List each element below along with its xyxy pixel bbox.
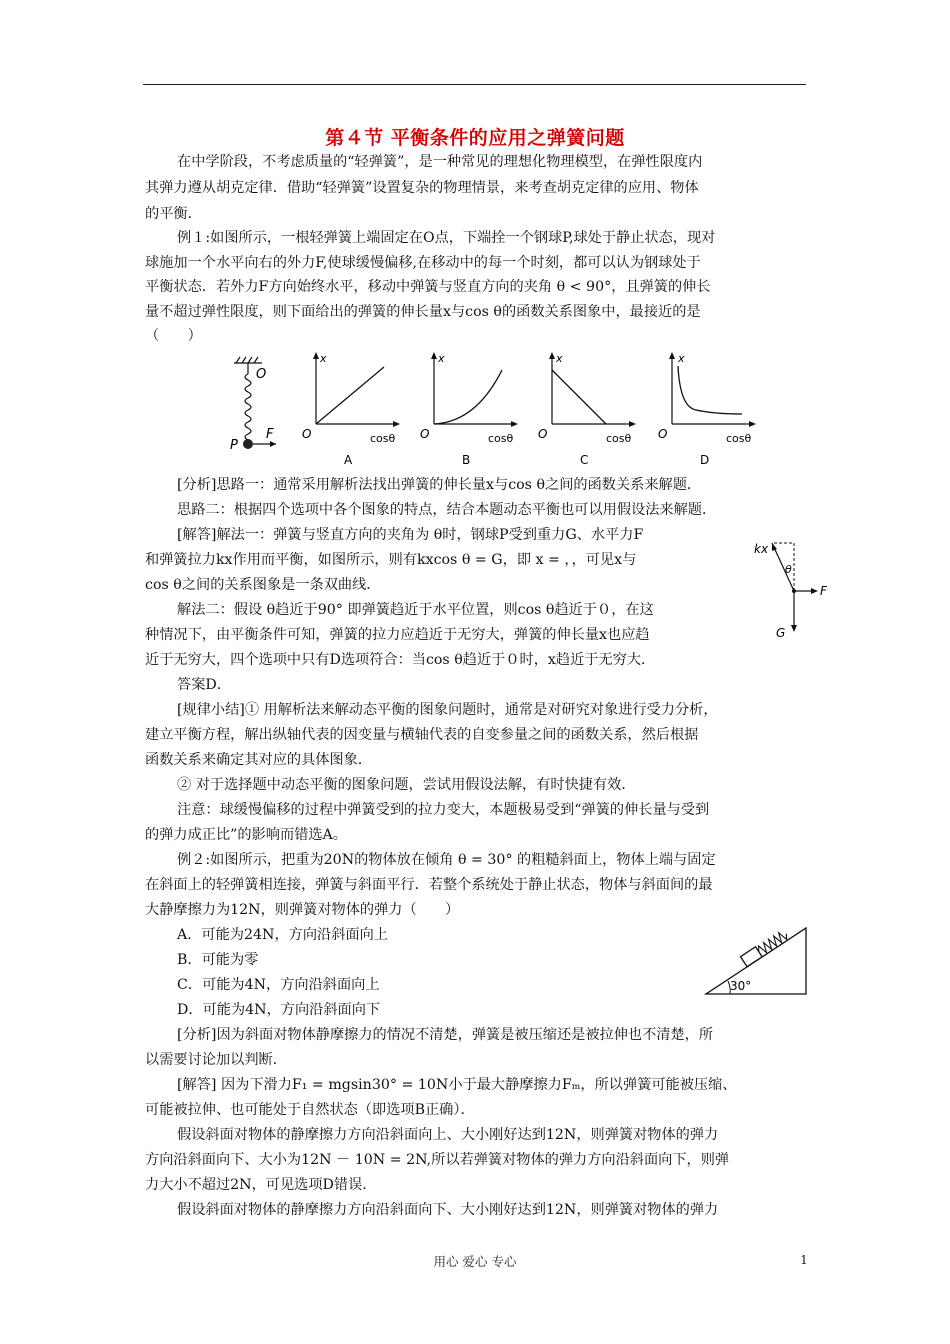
text-line: [规律小结]① 用解析法来解动态平衡的图象问题时，通常是对研究对象进行受力分析， — [177, 702, 718, 718]
option-c: C．可能为4N，方向沿斜面向上 — [177, 977, 380, 993]
svg-text:O: O — [420, 427, 430, 441]
option-d: D．可能为4N，方向沿斜面向下 — [177, 1002, 381, 1018]
option-b: B．可能为零 — [177, 952, 259, 968]
text-line: 假设斜面对物体的静摩擦力方向沿斜面向下、大小刚好达到12N，则弹簧对物体的弹力 — [177, 1202, 719, 1218]
text-line: 平衡状态．若外力F方向始终水平，移动中弹簧与竖直方向的夹角 θ < 90°，且弹簧的伸长 — [145, 279, 711, 295]
text-line: 大静摩擦力为12N，则弹簧对物体的弹力（ ） — [145, 902, 460, 918]
text-line: 函数关系来确定其对应的具体图象． — [145, 752, 373, 768]
text-line: 方向沿斜面向下、大小为12N － 10N = 2N,所以若弹簧对物体的弹力方向沿斜面向下，则弹 — [145, 1152, 730, 1168]
text-line: 可能被拉伸、也可能处于自然状态（即选项B正确）． — [145, 1102, 475, 1118]
graph-c — [538, 352, 636, 467]
text-line: 的弹力成正比”的影响而错选A。 — [145, 827, 347, 843]
svg-text:O: O — [658, 427, 668, 441]
text-line: 球施加一个水平向右的外力F,使球缓慢偏移,在移动中的每一个时刻，都可以认为钢球处于 — [145, 255, 701, 271]
text-line: 注意：球缓慢偏移的过程中弹簧受到的拉力变大，本题极易受到“弹簧的伸长量与受到 — [177, 802, 710, 818]
text-line: 在斜面上的轻弹簧相连接，弹簧与斜面平行．若整个系统处于静止状态，物体与斜面间的最 — [145, 877, 713, 893]
svg-text:B: B — [462, 453, 471, 467]
text-line: 的平衡． — [145, 206, 202, 222]
page-number: 1 — [800, 1252, 808, 1267]
svg-text:x: x — [678, 352, 685, 365]
spring-force-label: kx — [754, 542, 769, 556]
force-f-label: F — [266, 427, 274, 442]
text-line: 答案D． — [177, 677, 231, 693]
page-footer: 用心 爱心 专心 — [433, 1254, 517, 1269]
ball-p-label: P — [230, 438, 238, 453]
curve-line — [316, 367, 384, 424]
svg-text:x: x — [556, 352, 563, 365]
svg-text:x: x — [438, 352, 445, 365]
force-f-label: F — [820, 584, 827, 598]
point-o-label: O — [256, 367, 267, 382]
text-line: 量不超过弹性限度，则下面给出的弹簧的伸长量x与cos θ的函数关系图象中，最接近的是 — [145, 304, 701, 320]
text-line: 假设斜面对物体的静摩擦力方向沿斜面向上、大小刚好达到12N，则弹簧对物体的弹力 — [177, 1127, 719, 1143]
curve-line-down — [552, 370, 606, 424]
text-line: [分析]思路一：通常采用解析法找出弹簧的伸长量x与cos θ之间的函数关系来解题． — [177, 477, 702, 493]
text-line: 建立平衡方程，解出纵轴代表的因变量与横轴代表的自变参量之间的函数关系，然后根据 — [145, 727, 699, 743]
gravity-g-label: G — [776, 626, 786, 640]
steel-ball — [243, 439, 253, 449]
text-line: 思路二：根据四个选项中各个图象的特点，结合本题动态平衡也可以用假设法来解题． — [177, 502, 717, 518]
text-line: 其弹力遵从胡克定律．借助“轻弹簧”设置复杂的物理情景，来考查胡克定律的应用、物体 — [145, 180, 699, 196]
figure-force-diagram — [752, 537, 832, 647]
incline-angle-label: 30° — [730, 979, 752, 993]
text-line: 例１:如图所示，一根轻弹簧上端固定在O点，下端拴一个钢球P,球处于静止状态，现对 — [177, 230, 716, 246]
text-line: 和弹簧拉力kx作用而平衡，如图所示，则有kxcos θ = G，即 x = ，，可见x与 — [145, 552, 637, 568]
text-line: [解答] 因为下滑力F₁ = mgsin30° = 10N小于最大静摩擦力Fₘ，所以弹簧可能被压缩、 — [177, 1077, 737, 1093]
text-line: 解法二：假设 θ趋近于90° 即弹簧趋近于水平位置，则cos θ趋近于０，在这 — [177, 602, 654, 618]
svg-text:cosθ: cosθ — [488, 432, 514, 445]
text-line: [分析]因为斜面对物体静摩擦力的情况不清楚，弹簧是被压缩还是被拉伸也不清楚，所 — [177, 1027, 714, 1043]
svg-text:x: x — [320, 352, 327, 365]
text-line: ② 对于选择题中动态平衡的图象问题，尝试用假设法解，有时快捷有效． — [177, 777, 636, 793]
svg-text:cosθ: cosθ — [606, 432, 632, 445]
svg-text:O: O — [538, 427, 548, 441]
angle-label: θ — [785, 563, 792, 576]
svg-text:cosθ: cosθ — [370, 432, 396, 445]
curve-hyperbola — [678, 366, 742, 414]
text-line: 力大小不超过2N，可见选项D错误． — [145, 1177, 377, 1193]
figure-incline — [700, 918, 815, 1000]
svg-text:D: D — [700, 453, 710, 467]
text-line: （ ） — [145, 328, 202, 344]
spring-ceiling — [234, 357, 262, 363]
graph-b — [420, 352, 518, 467]
text-line: 以需要讨论加以判断． — [145, 1052, 287, 1068]
header-rule — [143, 84, 806, 85]
svg-text:A: A — [344, 453, 353, 467]
graph-a — [302, 352, 400, 467]
svg-text:cosθ: cosθ — [726, 432, 752, 445]
text-line: 在中学阶段，不考虑质量的“轻弹簧”，是一种常见的理想化物理模型，在弹性限度内 — [177, 154, 703, 170]
graph-d — [658, 352, 756, 467]
svg-text:O: O — [302, 427, 312, 441]
section-title: 第４节 平衡条件的应用之弹簧问题 — [325, 127, 625, 149]
text-line: 近于无穷大，四个选项中只有D选项符合：当cos θ趋近于０时，x趋近于无穷大． — [145, 652, 656, 668]
curve-parabola — [434, 370, 502, 424]
spring-coil — [245, 374, 251, 440]
text-line: 例２:如图所示，把重为20N的物体放在倾角 θ = 30° 的粗糙斜面上，物体上端与固定 — [177, 852, 716, 868]
svg-text:C: C — [580, 453, 589, 467]
text-line: cos θ之间的关系图象是一条双曲线． — [145, 577, 381, 593]
figure-spring-graphs — [220, 352, 780, 472]
text-line: [解答]解法一：弹簧与竖直方向的夹角为 θ时，钢球P受到重力G、水平力F — [177, 527, 644, 543]
option-a: A．可能为24N，方向沿斜面向上 — [177, 927, 388, 943]
text-line: 种情况下，由平衡条件可知，弹簧的拉力应趋近于无穷大，弹簧的伸长量x也应趋 — [145, 627, 650, 643]
